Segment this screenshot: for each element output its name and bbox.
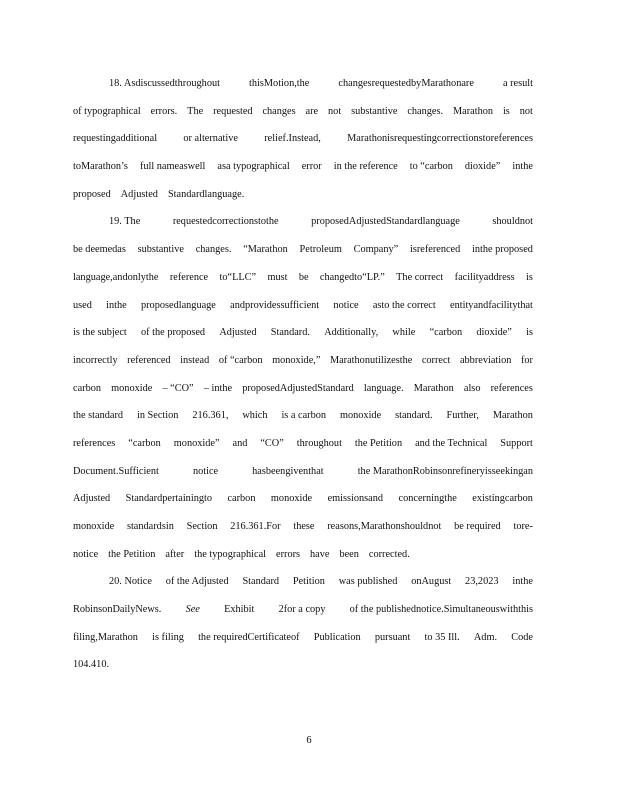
text-line <box>73 98 533 126</box>
text-segment: changedto“LP.” <box>319 271 385 283</box>
text-segment: be <box>298 271 309 283</box>
text-line <box>73 513 533 541</box>
text-segment: in the reference <box>333 161 398 173</box>
text-segment: instead <box>180 354 210 366</box>
text-segment: toMarathon’s <box>73 161 128 173</box>
text-segment: must <box>267 271 288 283</box>
text-segment: is filing <box>152 631 184 643</box>
text-segment: monoxide <box>111 382 153 394</box>
text-segment: – “CO” <box>162 382 194 394</box>
text-segment: relief.Instead, <box>264 133 321 145</box>
text-segment: requestedcorrectionstothe <box>172 216 279 228</box>
text-segment: Exhibit <box>224 604 255 616</box>
text-segment: Marathon <box>453 105 494 117</box>
text-line <box>73 153 533 181</box>
text-segment: to 35 Ill. <box>424 631 460 643</box>
text-segment: a result <box>502 78 533 89</box>
text-segment: is <box>526 327 533 339</box>
text-line <box>73 402 533 430</box>
text-segment: of the publishednotice.Simultaneouswiththis <box>349 604 533 616</box>
text-segment: monoxide <box>73 521 115 532</box>
text-segment: referenced <box>127 354 171 366</box>
text-segment: Standard <box>242 576 280 588</box>
text-segment: references <box>73 437 116 449</box>
text-segment: carbon <box>73 382 102 394</box>
text-segment: 19. The <box>109 216 141 228</box>
text-segment: asa typographical <box>217 161 290 173</box>
text-segment: Adjusted <box>73 493 111 505</box>
text-segment: See <box>185 604 200 616</box>
text-segment: reference <box>169 271 209 283</box>
text-segment: and <box>232 437 248 449</box>
text-segment: changes. <box>195 244 232 256</box>
text-segment: is <box>502 105 510 117</box>
text-segment: 216.361.For <box>230 521 281 532</box>
text-segment: corrected. <box>368 548 410 560</box>
text-segment: while <box>392 327 416 339</box>
text-line <box>73 264 533 292</box>
text-segment: Publication <box>313 631 361 643</box>
text-segment: the MarathonRobinsonrefineryisseekingan <box>357 465 533 477</box>
text-segment: pursuant <box>374 631 411 643</box>
text-segment: isreferenced <box>409 244 461 256</box>
text-segment: been <box>339 548 359 560</box>
text-segment: Adjusted <box>219 327 257 339</box>
text-line <box>73 458 533 486</box>
text-segment: changes. <box>407 105 444 117</box>
text-segment: error <box>301 161 322 173</box>
text-segment: throughout <box>296 437 342 449</box>
text-segment: The correct <box>396 271 444 283</box>
text-segment: Standard. <box>270 327 310 339</box>
text-line <box>73 236 533 264</box>
text-segment: are <box>305 105 319 117</box>
text-segment: facilityaddress <box>454 271 515 283</box>
text-segment: Document.Sufficient <box>73 465 159 477</box>
text-segment: Section <box>186 521 218 532</box>
text-segment: language. <box>363 382 404 394</box>
text-line <box>73 181 533 209</box>
text-segment: the standard <box>73 410 124 422</box>
text-segment: Code <box>511 631 533 643</box>
text-segment: proposedAdjustedStandardlanguage <box>311 216 460 228</box>
text-line <box>73 541 533 569</box>
text-segment: Further, <box>446 410 479 422</box>
text-segment: which <box>242 410 268 422</box>
text-segment: 2for a copy <box>278 604 326 616</box>
text-segment: inthe <box>106 299 127 311</box>
text-segment: emissionsand <box>327 493 384 505</box>
text-segment: changesrequestedbyMarathonare <box>338 78 474 89</box>
text-segment: Adm. <box>473 631 498 643</box>
text-segment: Support <box>500 437 533 449</box>
page-number: 6 <box>306 735 312 746</box>
text-segment: the Petition <box>108 548 156 560</box>
text-segment: 18. Asdiscussedthroughout <box>109 78 220 89</box>
text-segment: is a carbon <box>281 410 327 422</box>
text-line <box>73 375 533 403</box>
text-segment: Marathonutilizesthe <box>329 354 413 366</box>
text-segment: “Marathon <box>243 244 288 256</box>
text-segment: Company” <box>353 244 399 256</box>
text-segment: requested <box>213 105 253 117</box>
text-line <box>73 208 533 236</box>
text-segment: carbon <box>227 493 256 505</box>
text-line <box>73 651 533 679</box>
text-segment: is the subject <box>73 327 127 339</box>
text-line <box>73 70 533 98</box>
text-line <box>73 624 533 652</box>
text-segment: and the Technical <box>415 437 488 449</box>
text-segment: “CO” <box>260 437 284 449</box>
text-segment: references <box>490 382 533 394</box>
text-segment: the requiredCertificateof <box>198 631 300 643</box>
text-segment: proposed <box>73 188 111 200</box>
text-segment: “carbon <box>429 327 463 339</box>
text-segment: used <box>73 299 92 311</box>
text-segment: inthe <box>512 576 533 588</box>
text-segment: notice <box>333 299 359 311</box>
text-segment: dioxide” <box>464 161 501 173</box>
text-line <box>73 568 533 596</box>
text-segment: correct <box>421 354 451 366</box>
text-segment: asto the correct <box>372 299 436 311</box>
text-segment: monoxide” <box>173 437 220 449</box>
text-segment: to “carbon <box>409 161 453 173</box>
text-segment: Petroleum <box>299 244 342 256</box>
text-segment: Additionally, <box>324 327 379 339</box>
text-segment: entityandfacilitythat <box>450 299 533 311</box>
text-segment: 20. Notice <box>109 576 152 588</box>
text-segment: Marathonisrequestingcorrectionstoreferences <box>347 133 533 145</box>
text-segment: hasbeengiventhat <box>252 465 324 477</box>
text-segment: notice <box>192 465 219 477</box>
paragraph-p18 <box>73 70 533 208</box>
text-segment: changes <box>262 105 296 117</box>
text-line <box>73 125 533 153</box>
text-segment: for <box>520 354 533 366</box>
text-segment: have <box>310 548 330 560</box>
text-line <box>73 485 533 513</box>
text-segment: full nameaswell <box>139 161 206 173</box>
text-segment: existingcarbon <box>472 493 533 505</box>
text-segment: onAugust <box>411 576 452 588</box>
text-segment: abbreviation <box>459 354 512 366</box>
text-segment: language,andonlythe <box>73 271 159 283</box>
text-segment: or alternative <box>183 133 238 145</box>
text-segment: filing,Marathon <box>73 631 138 643</box>
text-segment: not <box>519 105 533 117</box>
text-segment: to“LLC” <box>219 271 257 283</box>
text-segment: of “carbon <box>218 354 263 366</box>
text-segment: errors. <box>150 105 178 117</box>
text-segment: The <box>187 105 204 117</box>
text-segment: notice <box>73 548 99 560</box>
text-segment: RobinsonDailyNews. <box>73 604 162 616</box>
text-segment: in Section <box>136 410 179 422</box>
text-segment: was published <box>338 576 398 588</box>
text-segment: monoxide <box>339 410 382 422</box>
text-segment: shouldnot <box>492 216 533 228</box>
text-segment: the Petition <box>354 437 403 449</box>
text-segment: reasons,Marathonshouldnot <box>327 521 442 532</box>
text-segment: concerningthe <box>398 493 457 505</box>
text-segment: inthe proposed <box>472 244 533 256</box>
text-segment: andprovidessufficient <box>230 299 320 311</box>
text-segment: proposedAdjustedStandard <box>242 382 354 394</box>
text-segment: 104.410. <box>73 659 110 671</box>
text-segment: Adjusted <box>120 188 158 200</box>
text-segment: 23,2023 <box>465 576 499 588</box>
text-segment: – inthe <box>203 382 233 394</box>
document-body <box>73 70 533 679</box>
text-segment: Standardlanguage. <box>167 188 245 200</box>
text-segment: these <box>293 521 315 532</box>
text-line <box>73 596 533 624</box>
text-line <box>73 347 533 375</box>
text-segment: Marathon <box>492 410 533 422</box>
text-line <box>73 292 533 320</box>
text-segment: monoxide <box>270 493 313 505</box>
text-segment: substantive <box>351 105 398 117</box>
text-segment: is <box>526 271 533 283</box>
text-line <box>73 430 533 458</box>
text-segment: thisMotion,the <box>249 78 310 89</box>
text-segment: after <box>165 548 185 560</box>
text-segment: be deemedas <box>73 244 126 256</box>
text-segment: also <box>463 382 481 394</box>
text-segment: Petition <box>292 576 325 588</box>
text-line <box>73 319 533 347</box>
text-segment: errors <box>276 548 301 560</box>
text-segment: standardsin <box>126 521 174 532</box>
text-segment: substantive <box>137 244 184 256</box>
text-segment: not <box>328 105 342 117</box>
text-segment: proposedlanguage <box>140 299 216 311</box>
text-segment: of the Adjusted <box>165 576 229 588</box>
text-segment: of typographical <box>73 105 141 117</box>
text-segment: Marathon <box>413 382 454 394</box>
text-segment: “carbon <box>128 437 161 449</box>
text-segment: standard. <box>395 410 433 422</box>
text-segment: tore- <box>513 521 533 532</box>
text-segment: 216.361, <box>192 410 229 422</box>
text-segment: monoxide,” <box>272 354 321 366</box>
text-segment: incorrectly <box>73 354 118 366</box>
paragraph-p20 <box>73 568 533 679</box>
paragraph-p19 <box>73 208 533 568</box>
text-segment: inthe <box>512 161 533 173</box>
text-segment: be required <box>454 521 501 532</box>
text-segment: Standardpertainingto <box>125 493 212 505</box>
text-segment: the typographical <box>194 548 267 560</box>
text-segment: of the proposed <box>141 327 206 339</box>
text-segment: dioxide” <box>476 327 512 339</box>
text-segment: requestingadditional <box>73 133 158 145</box>
